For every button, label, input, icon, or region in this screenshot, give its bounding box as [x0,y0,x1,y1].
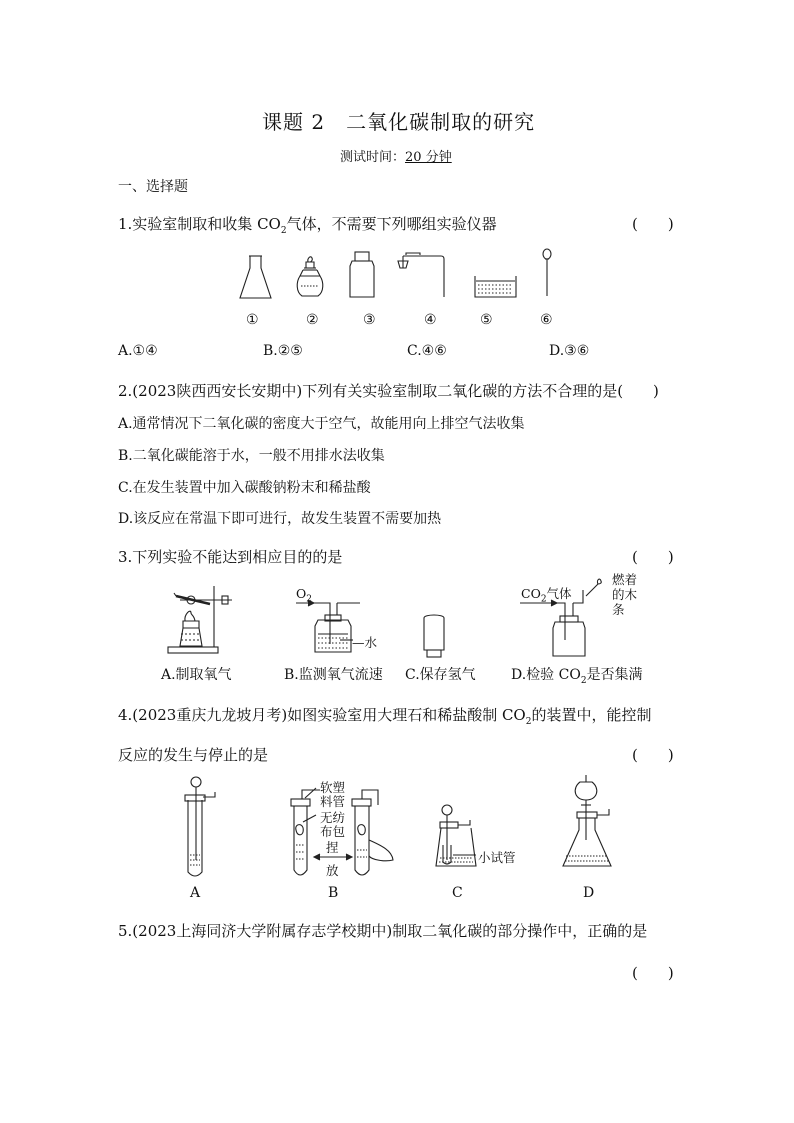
q3-option-b[interactable]: B.监测氧气流速 [284,667,383,683]
q1-label-4: ④ [424,312,437,328]
q2-option-a[interactable]: A.通常情况下二氧化碳的密度大于空气，故能用向上排空气法收集 [118,416,525,432]
q1-label-2: ② [306,312,319,328]
q1-option-d[interactable]: D.③⑥ [549,343,590,359]
q4-option-d[interactable]: D [583,885,595,901]
q4-b-note-1: 软塑 [320,780,346,795]
q1-label-3: ③ [363,312,376,328]
q1-stem-a: 1.实验室制取和收集 CO [118,215,281,233]
q3-answer-bracket: ( ) [632,548,674,566]
question-5-stem: 5.(2023上海同济大学附属存志学校期中)制取二氧化碳的部分操作中，正确的是 [118,922,648,940]
apparatus-a-icon [185,777,215,876]
q1-option-b[interactable]: B.②⑤ [263,343,303,359]
section-heading: 一、选择题 [118,179,188,195]
q5-answer-bracket: ( ) [632,964,674,982]
q1-label-6: ⑥ [540,312,553,328]
q4-b-note-5: 捏 [326,840,339,855]
q3-label-co2-gas: $CO_2$气体 [521,586,572,605]
q3-label-o2: $O_2$ [296,586,312,605]
apparatus-c-icon [436,805,476,866]
question-4-stem-line2: 反应的发生与停止的是 [118,746,269,764]
q4-b-note-6: 放 [326,863,339,878]
question-2-stem: 2.(2023陕西西安长安期中)下列有关实验室制取二氧化碳的方法不合理的是( ) [118,382,659,400]
test-time-label: 测试时间： [340,150,406,165]
q1-label-5: ⑤ [480,312,493,328]
q4-option-b[interactable]: B [328,885,339,901]
q4-b-note-2: 料管 [320,794,346,809]
q3-option-c[interactable]: C.保存氢气 [405,667,476,683]
q4-answer-bracket: ( ) [632,746,674,764]
q4-b-note-3: 无纺 [320,810,346,825]
q3-label-wood-3: 条 [612,602,625,617]
q1-option-c[interactable]: C.④⑥ [407,343,447,359]
q4-option-a[interactable]: A [190,885,201,901]
q1-stem-b: 气体，不需要下列哪组实验仪器 [286,215,497,233]
apparatus-d-icon [563,775,611,866]
test-time-value: 20 分钟 [405,150,452,165]
q2-option-c[interactable]: C.在发生装置中加入碳酸钠粉末和稀盐酸 [118,480,371,496]
q3-option-d[interactable]: D.检验 $CO_2$是否集满 [511,667,643,686]
question-3-stem: 3.下列实验不能达到相应目的的是 [118,548,343,566]
q1-answer-bracket: ( ) [632,215,674,233]
q1-option-a[interactable]: A.①④ [118,343,158,359]
q4-option-c[interactable]: C [452,885,463,901]
q4-b-note-4: 布包 [320,824,346,839]
q3-label-water: —水 [352,635,378,650]
q2-option-d[interactable]: D.该反应在常温下即可进行，故发生装置不需要加热 [118,511,442,527]
q1-label-1: ① [246,312,259,328]
page-title: 课题 2 二氧化碳制取的研究 [262,110,536,134]
q2-option-b[interactable]: B.二氧化碳能溶于水，一般不用排水法收集 [118,448,385,464]
q4-c-note: 小试管 [478,850,516,865]
q1-sub: 2 [280,226,287,236]
q3-label-wood-1: 燃着 [612,572,638,587]
q3-option-a[interactable]: A.制取氧气 [161,667,232,683]
question-4-stem: 4.(2023重庆九龙坡月考)如图实验室用大理石和稀盐酸制 $CO_2$的装置中，能控制 [118,706,652,727]
q3-label-wood-2: 的木 [612,587,638,602]
